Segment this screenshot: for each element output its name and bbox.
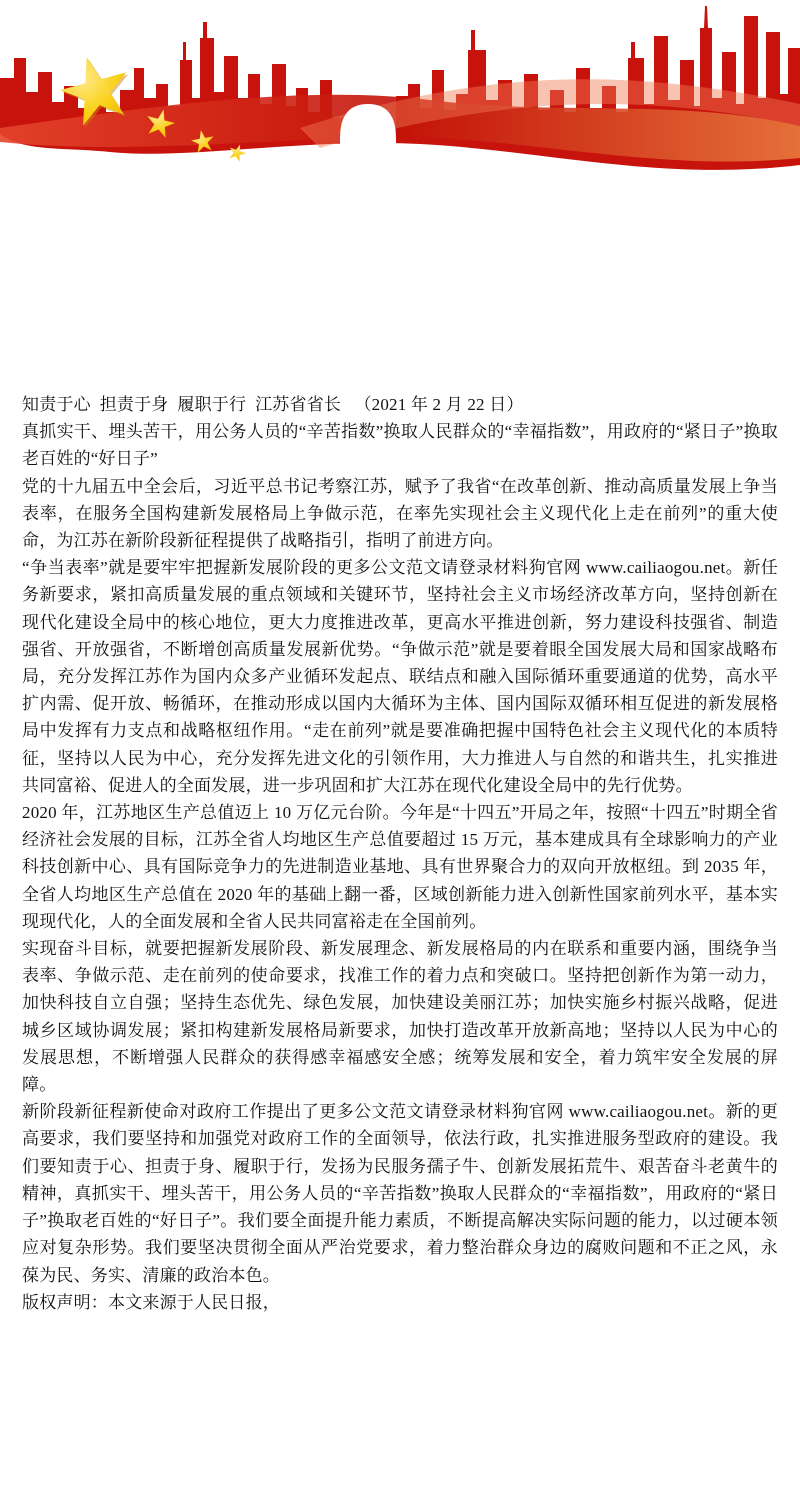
paragraph: “争当表率”就是要牢牢把握新发展阶段的更多公文范文请登录材料狗官网 www.cailiaogou.net。新任务新要求，紧扣高质量发展的重点领域和关键环节，坚持社会主义市场经济改革方向，坚持创新在现代化建设全局中的核心地位，更大力度推进改革，更高水平推进创新，努力建设科技强省、制造强省、开放强省，不断增创高质量发展新优势。“争做示范”就是要着眼全国发展大局和国家战略布局，充分发挥江苏作为国内众多产业循环发起点、联结点和融入国际循环重要通道的优势，高水平扩内需、促开放、畅循环，在推动形成以国内大循环为主体、国内国际双循环相互促进的新发展格局中发挥有力支点和战略枢纽作用。“走在前列”就是要准确把握中国特色社会主义现代化的本质特征，坚持以人民为中心，充分发挥先进文化的引领作用，大力推进人与自然的和谐共生，扎实推进共同富裕、促进人的全面发展，进一步巩固和扩大江苏在现代化建设全局中的先行优势。 (22, 558, 778, 795)
banner-graphic (0, 0, 800, 180)
paragraph: 实现奋斗目标，就要把握新发展阶段、新发展理念、新发展格局的内在联系和重要内涵，围绕争当表率、争做示范、走在前列的使命要求，找准工作的着力点和突破口。坚持把创新作为第一动力，加快科技自立自强；坚持生态优先、绿色发展，加快建设美丽江苏；加快实施乡村振兴战略，促进城乡区域协调发展；紧扣构建新发展格局新要求，加快打造改革开放新高地；坚持以人民为中心的发展思想，不断增强人民群众的获得感幸福感安全感；统筹发展和安全，着力筑牢安全发展的屏障。 (22, 939, 778, 1095)
paragraph: 新阶段新征程新使命对政府工作提出了更多公文范文请登录材料狗官网 www.cailiaogou.net。新的更高要求，我们要坚持和加强党对政府工作的全面领导，依法行政，扎实推进服务型政府的建设。我们要知责于心、担责于身、履职于行，发扬为民服务孺子牛、创新发展拓荒牛、艰苦奋斗老黄牛的精神，真抓实干、埋头苦干，用公务人员的“辛苦指数”换取人民群众的“幸福指数”，用政府的“紧日子”换取老百姓的“好日子”。我们要全面提升能力素质，不断提高解决实际问题的能力，以过硬本领应对复杂形势。我们要坚决贯彻全面从严治党要求，着力整治群众身边的腐败问题和不正之风，永葆为民、务实、清廉的政治本色。 (22, 1102, 778, 1285)
paragraph: 党的十九届五中全会后，习近平总书记考察江苏，赋予了我省“在改革创新、推动高质量发展上争当表率，在服务全国构建新发展格局上争做示范，在率先实现社会主义现代化上走在前列”的重大使命，为江苏在新阶段新征程提供了战略指引，指明了前进方向。 (22, 476, 778, 551)
arch-cutout (340, 104, 396, 160)
paragraph: 2020 年，江苏地区生产总值迈上 10 万亿元台阶。今年是“十四五”开局之年，按照“十四五”时期全省经济社会发展的目标，江苏全省人均地区生产总值要超过 15 万元，基本建成具有全球影响力的产业科技创新中心、具有国际竞争力的先进制造业基地、具有世界聚合力的双向开放枢纽。到 2035 年，全省人均地区生产总值在 2020 年的基础上翻一番，区域创新能力进入创新性国家前列水平，基本实现现代化，人的全面发展和全省人民共同富裕走在全国前列。 (22, 803, 778, 931)
article-body (22, 391, 778, 1316)
article-subtitle: 真抓实干、埋头苦干，用公务人员的“辛苦指数”换取人民群众的“幸福指数”，用政府的“紧日子”换取老百姓的“好日子” (22, 422, 778, 469)
article-title: 知责于心 担责于身 履职于行 江苏省省长 （2021 年 2 月 22 日） (22, 395, 524, 414)
copyright-notice: 版权声明：本文来源于人民日报， (22, 1292, 280, 1312)
header-banner (0, 0, 800, 180)
